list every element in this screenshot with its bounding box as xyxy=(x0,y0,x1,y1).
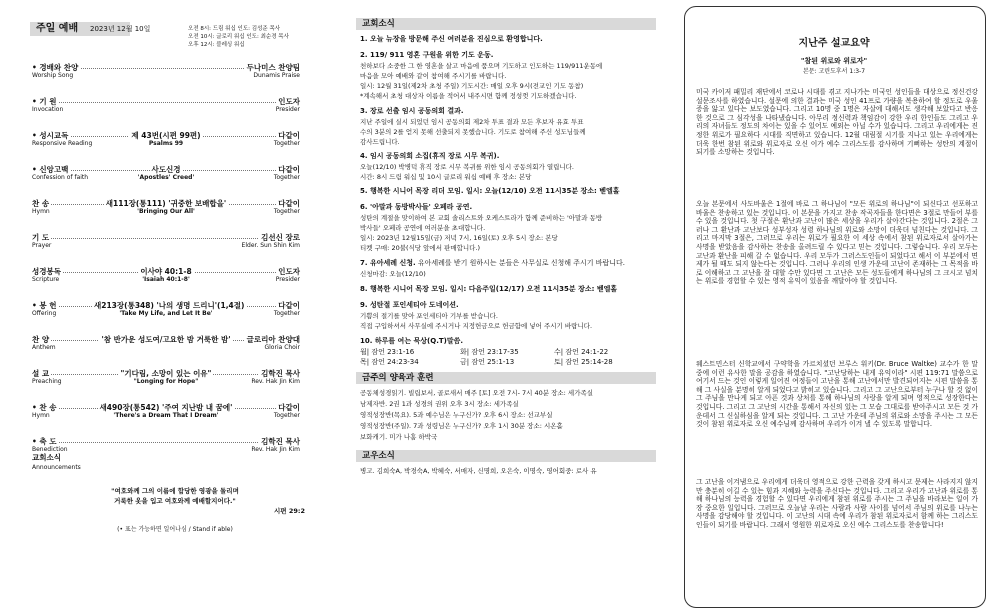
members-line: 병고. 김희숙A, 박경숙A, 박혜숙, 서매자, 신명희, 오은숙, 이명숙, 영어회중: 로사 유 xyxy=(360,467,597,475)
sermon-subtitle: "참된 위로와 위로자" xyxy=(800,57,868,65)
training-line: 남제자반. 2권 1과 성경의 권위 오후 3시 장소: 세가족실 xyxy=(360,400,519,408)
order-item-leader-en: Elder. Sun Shin Kim xyxy=(241,242,300,249)
order-item-leader-en: Presider xyxy=(275,276,300,283)
order-item-leader: 김학진 목사 xyxy=(261,437,300,446)
order-item-label: 찬 양 xyxy=(32,335,50,344)
notice-2-line: 일시: 12월 31일(제2차 초청 주일) 기도시간: 매일 오후 9시(전교인 기도 동참) xyxy=(360,82,584,90)
training-header-label: 금주의 양육과 훈련 xyxy=(362,373,434,383)
training-header xyxy=(356,372,656,384)
order-item-leader-en: Together xyxy=(273,412,300,419)
notice-9-line: 직접 구입하셔서 사무실에 주시거나 지정헌금으로 헌금함에 넣어 주시기 바랍니다. xyxy=(360,322,593,330)
notice-3-title: 3. 장로 선출 임시 공동의회 결과. xyxy=(360,107,464,115)
notice-7-title xyxy=(360,258,625,268)
order-item-leader: 두나미스 찬양팀 xyxy=(246,63,300,72)
service-time-3: 오후 12시: 블레싱 워십 xyxy=(188,42,245,48)
worship-order-panel xyxy=(0,0,322,612)
notice-7-heading: 7. 유아세례 신청. xyxy=(360,259,416,267)
order-item-leader: 다같이 xyxy=(278,131,300,140)
members-header xyxy=(356,450,656,462)
order-item-leader: 다같이 xyxy=(278,403,300,412)
order-item-leader-en: Together xyxy=(273,310,300,317)
order-item-content-text: 사도신경 xyxy=(151,165,181,174)
order-item-english: Hymn xyxy=(32,412,50,419)
order-item-leader: 김선신 장로 xyxy=(261,233,300,242)
order-item-content-en: 'Take My Life, and Let It Be' xyxy=(119,310,213,317)
order-item xyxy=(32,266,300,290)
order-item-english: Worship Song xyxy=(32,72,74,79)
order-item-english: Responsive Reading xyxy=(32,140,93,147)
notice-4-title: 4. 임시 공동의회 소집(휴직 장로 시무 복귀). xyxy=(360,152,500,160)
order-item-label: • 경배와 찬양 xyxy=(32,63,79,72)
notice-10-title: 10. 하루를 여는 묵상(Q.T)말씀. xyxy=(360,337,464,345)
order-item-leader-en: Rev. Hak Jin Kim xyxy=(251,446,300,453)
quote-reference: 시편 29:2 xyxy=(274,507,305,515)
order-item-leader-en: Rev. Hak Jin Kim xyxy=(251,378,300,385)
order-item-leader: 인도자 xyxy=(278,97,300,106)
notice-9-line: 기쁨의 절기를 맞아 포인세티아 기부를 받습니다. xyxy=(360,312,498,320)
order-item-label: 찬 송 xyxy=(32,199,50,208)
notice-2-line: *계속해서 초청 대상자 이름을 적어서 내주시면 함께 정성껏 기도하겠습니다. xyxy=(360,92,577,100)
notice-5-title: 5. 행복한 시니어 목장 리더 모임. 일시: 오늘(12/10) 오전 11시35분 장소: 벧엘홀 xyxy=(360,187,620,195)
stand-footnote: (• 표는 가능하면 일어나심 / Stand if able) xyxy=(117,526,233,533)
order-item-leader: 다같이 xyxy=(278,165,300,174)
order-item-label: • 축 도 xyxy=(32,437,57,446)
order-item-english: Scripture xyxy=(32,276,60,283)
order-item-content-en: 'Apostles' Creed' xyxy=(137,174,195,181)
order-item xyxy=(32,198,300,222)
order-item-leader-en: Gloria Choir xyxy=(264,344,300,351)
sermon-paragraph: 오늘 본문에서 사도바울은 1절에 바로 그 하나님이 "모든 위로의 하나님"이 되신다고 선포하고 바울은 찬송하고 있는 것입니다. 이 본문을 가지고 찬송 작곡자들을 한다면은 3절로 만들어 부를 수 있을 것입니다. 첫 구절은 환난과 고난이 많은 세상을 우리가 살아간다는 것입니다. 2절은 그러나 그 환난과 고난보다 성부성자 성령 하나님의 위로와 소망이 더욱더 넘친다는 것입니다. 그리고 마지막 3절은, 그러므로 우리는 위로가 필요한 이 세상 속에서 참된 위로자로서 살아가는 사명을 받았음을 감사하는 찬송을 올려드릴 수 있다고 믿는 것입니다. 그렇습니다. 우리 모두는 고난과 환난을 피해 갈 수 없습니다. 우리 모두가 그러스도인들이 되었다고 해서 이 부분에서 면제가 될 때도 되지 않는다는 것입니다. 그러나 우리의 인생 가운데 고난이 존재하는 그 목적을 바로 이해하고 그 고난을 잘 대할 수만 있다면 그 고난은 모든 성도들에게 하나님의 그 크시고 넘치는 위로를 경험할 수 있는 영적 유익이 있음을 깨달아야 할 것입니다. xyxy=(696,200,978,286)
notice-6-line: 일시: 2023년 12월15일(금) 저녁 7시, 16일(토) 오후 5시 장소: 본당 xyxy=(360,234,558,242)
notice-2-line: 천하보다 소중한 그 한 영혼을 살고 마음에 품으며 기도하고 인도하는 119/911운동에 xyxy=(360,62,603,70)
order-item-english: Preaching xyxy=(32,378,62,385)
order-item xyxy=(32,436,300,460)
order-item-english: Invocation xyxy=(32,106,64,113)
quote-line-1: "여호와께 그의 이름에 합당한 영광을 돌리며 xyxy=(111,487,239,495)
order-item-content-text: 새111장(통111) '귀중한 보배합을' xyxy=(105,199,227,208)
qt-cell: 토| 잠언 25:14-28 xyxy=(554,358,613,366)
sermon-paragraph: 미국 카이저 패밀리 재단에서 코로나 시대를 겪고 지나가는 미국인 성인들을 대상으로 정신건강 설문조사를 하였습니다. 설문에 의한 결과는 미국 성인 41프로 가량을 복용하여 할 정도로 우울증을 앓고 있다는 보도였습니다. 그리고 10명 중 1명은 자살에 대해서도 생각해 보았다고 반응한 것으로 그 심각성을 나타냈습니다. 아무리 정신력과 책임감이 강한 우리 한인들도 그리고 우리의 자녀들도 정도의 차이는 있을 수 있어도 예외는 아닐 수가 있습니다. 그리고 우리에게는 진정한 위로가 필요하다 시대를 직면하고 있습니다. 12월 대림절 시기를 지나고 있는 우리에게는 더욱 한번 참된 위로와 위로자로 오신 이가 예수 그리스도를 감사하며 기뻐하는 성탄의 계절이 되기를 소망하는 것입니다. xyxy=(696,88,978,157)
order-item-content-text: 이사야 40:1-8 xyxy=(140,267,192,276)
notice-2-title: 2. 119/ 911 영혼 구원을 위한 기도 운동. xyxy=(360,51,494,59)
notice-3-line: 수의 3분의 2를 얻지 못해 선출되지 못했습니다. 기도로 참여해 주신 성도님들께 xyxy=(360,128,586,136)
order-item-label: 성경봉독 xyxy=(32,267,61,276)
notice-8-title: 8. 행복한 시니어 목장 모임. 일시: 다음주일(12/17) 오전 11시35분 장소: 벧엘홀 xyxy=(360,285,618,293)
sermon-title: 지난주 설교요약 xyxy=(798,38,870,49)
sermon-paragraph: 웨스트민스터 신학교에서 구약학을 가르치셨던 브루스 워키(Dr. Bruce Waltke) 교수가 한 말 중에 이런 유사한 말을 공감을 하였습니다. "고난당하는 내게 유익이라" 시편 119:71 말씀으로 여기서 드는 것인 이렇게 일어진 여정들이 고난을 통해 고난에서만 발견되어지는 시편 말씀을 통해 그 사실을 분명히 알게 되었다고 밝히고 있습니다. 그리고 그 고난으로부터 누구나 할 것 없이 그 주님을 만나게 되고 아픈 것과 상처를 통해 하나님의 사랑을 알게 되며 영적으로 성장한다는 것입니다. 그리고 그 고난의 시간을 통해서 자신의 있는 그 모습 그대로를 받아주시고 모든 것 가운데서 그 신실하심을 알게 되는 것입니다. 그 고난 가운데 주님의 위로와 소망을 주시는 그 모든 것이 참된 위로자로 오신 예수님께 감사하며 우리가 이겨 낼 수 있도록 말합니다. xyxy=(696,360,978,429)
notice-9-title: 9. 성탄절 포인세티아 도네이션. xyxy=(360,301,459,309)
order-item-label: • 찬 송 xyxy=(32,403,57,412)
order-item-label: • 성시교독 xyxy=(32,131,69,140)
order-item-english: Benediction xyxy=(32,446,68,453)
order-item xyxy=(32,402,300,426)
notice-1-title: 1. 오늘 뉴장을 방문해 주신 여러분을 진심으로 환영합니다. xyxy=(360,35,543,43)
order-item-label: 기 도 xyxy=(32,233,50,242)
notice-4-line: 시간: 8시 드림 워십 및 10시 글로리 워십 예배 후 장소: 본당 xyxy=(360,173,532,181)
order-item-leader-en: Presider xyxy=(275,106,300,113)
order-item-content-en: 'Isaiah 40:1-8' xyxy=(142,276,190,283)
order-item-label: • 봉 헌 xyxy=(32,301,57,310)
service-time-1: 오전 8시: 드림 워십 인도: 김성준 목사 xyxy=(188,26,281,32)
order-item-leader: 김학진 목사 xyxy=(261,369,300,378)
order-item-content-text: '참 반가운 성도여/고요한 밤 거룩한 밤' xyxy=(101,335,231,344)
notice-4-line: 오늘(12/10) 박병덕 휴직 장로 시무 복귀를 위한 임시 공동의회가 열립니다. xyxy=(360,163,574,171)
order-item-content-en: 'Bringing Our All' xyxy=(137,208,195,215)
order-item-english: Offering xyxy=(32,310,57,317)
church-news-panel xyxy=(348,0,666,612)
notice-3-line: 감사드립니다. xyxy=(360,138,400,146)
notice-7-line: 신청마감: 오늘(12/10) xyxy=(360,270,426,278)
order-item-content-en: "Longing for Hope" xyxy=(133,378,199,385)
qt-cell: 화| 잠언 23:17-35 xyxy=(460,348,519,356)
order-item-content xyxy=(92,334,240,345)
order-item-label: 설 교 xyxy=(32,369,50,378)
qt-cell: 수| 잠언 24:1-22 xyxy=(554,348,609,356)
qt-cell: 목| 잠언 24:23-34 xyxy=(360,358,419,366)
news-header-label: 교회소식 xyxy=(362,19,395,29)
order-item-content-text: 새490장(통542) '주여 지난밤 내 꿈에' xyxy=(99,403,233,412)
order-item-content-en: 'There's a Dream That I Dream' xyxy=(113,412,219,419)
notice-6-line: 성탄의 계절을 맞이하여 본 교회 솔리스트와 오케스트라가 함께 준비하는 '아말과 동방 xyxy=(360,214,603,222)
order-item xyxy=(32,300,300,324)
order-item-leader-en: Together xyxy=(273,208,300,215)
order-item xyxy=(32,232,300,256)
qt-cell: 금| 잠언 25:1-13 xyxy=(460,358,515,366)
quote-line-2: 거룩한 옷을 입고 여호와께 예배할지어다." xyxy=(114,497,236,505)
order-item-english: Anthem xyxy=(32,344,56,351)
order-item-content-text: 제 43번(시편 99편) xyxy=(131,131,201,140)
qt-cell: 월| 잠언 23:1-16 xyxy=(360,348,415,356)
order-item-label: • 신앙고백 xyxy=(32,165,69,174)
announcements-label: 교회소식 xyxy=(32,453,61,462)
order-item-leader: 다같이 xyxy=(278,301,300,310)
order-item-content-text: "기다림, 소망이 있는 이유" xyxy=(120,369,212,378)
notice-7-text: 유아세례를 받기 원하시는 분들은 사무실로 신청해 주시기 바랍니다. xyxy=(415,259,626,267)
news-header xyxy=(356,18,656,30)
order-item-content-en: Psalms 99 xyxy=(148,140,184,147)
order-item xyxy=(32,164,300,188)
notice-6-line: 박사들' 오페라 공연에 여러분을 초대합니다. xyxy=(360,224,486,232)
worship-date: 2023년 12월 10일 xyxy=(90,25,151,33)
order-item xyxy=(32,334,300,358)
order-item xyxy=(32,130,300,154)
order-item xyxy=(32,62,300,86)
sermon-scripture: 본문: 고린도후서 1:3-7 xyxy=(802,68,866,75)
notice-6-title: 6. '아말과 동방박사들' 오페라 공연. xyxy=(360,203,473,211)
notice-6-line: 티켓 구매: 20불(식당 앞에서 판매합니다.) xyxy=(360,244,481,252)
members-header-label: 교우소식 xyxy=(362,451,395,461)
sermon-paragraph: 그 고난을 이겨냄으로 우리에게 더욱더 영적으로 강한 근력을 갖게 하시고 문제는 사라지지 않지만 충분히 이길 수 있는 힘과 지혜와 능력을 주신다는 것입니다. 그리고 우리가 고난과 위로를 통해 하나님의 능력을 경험할 수 있다면 우리에게 참된 위로를 주시는 그 주님을 바라보는 일이 가장 중요한 일입니다. 그러므로 오늘날 우리는 사람과 사람 사이를 넘어서 주님의 위로를 나누는 사명을 감당해야 할 것입니다. 이 고난의 시대 속에 우리가 참된 위로자로서 함께 하는 그리스도인들이 되기를 바랍니다. 그래서 영원한 위로자로 오신 예수 그리스도를 찬송합니다! xyxy=(696,478,978,529)
service-time-2: 오전 10시: 글로리 워십 인도: 최순경 목사 xyxy=(188,34,289,40)
order-item-leader: 인도자 xyxy=(278,267,300,276)
training-line: 영적성장반(주일). 7과 성령님은 누구신가? 오후 1시 30분 장소: 시온홀 xyxy=(360,422,563,430)
order-item-leader: 글로리아 찬양대 xyxy=(246,335,300,344)
order-item xyxy=(32,96,300,120)
order-item-leader-en: Together xyxy=(273,174,300,181)
order-item-english: Confession of faith xyxy=(32,174,89,181)
order-item-english: Prayer xyxy=(32,242,52,249)
order-item-label: • 기 원 xyxy=(32,97,57,106)
order-item-leader: 다같이 xyxy=(278,199,300,208)
order-item-english: Hymn xyxy=(32,208,50,215)
dotted-leader xyxy=(32,102,300,103)
notice-2-line: 마음을 모아 예배와 같이 참여해 주시기를 바랍니다. xyxy=(360,72,507,80)
order-item xyxy=(32,368,300,392)
training-line: 보화캐기. 미가 나훔 하박국 xyxy=(360,433,438,441)
worship-title: 주일 예배 xyxy=(36,23,79,34)
order-item-content-text: 새213장(통348) '나의 생명 드리니'(1,4절) xyxy=(94,301,245,310)
order-item-leader-en: Dunamis Praise xyxy=(253,72,300,79)
sermon-summary-panel xyxy=(676,0,992,612)
notice-3-line: 지난 주일에 실시 되었던 임시 공동의회 제2차 투표 결과 모든 후보자 유효 투표 xyxy=(360,118,584,126)
training-line: 공동체성경읽기. 빌립보서, 골로새서 매주 [토] 오전 7시- 7시 40분 장소: 세가족실 xyxy=(360,389,594,397)
order-item-leader-en: Together xyxy=(273,140,300,147)
training-line: 영적성장반(목요). 5과 예수님은 누구신가? 오후 6시 장소: 선교부실 xyxy=(360,411,553,419)
announcements-en: Announcements xyxy=(32,464,81,471)
